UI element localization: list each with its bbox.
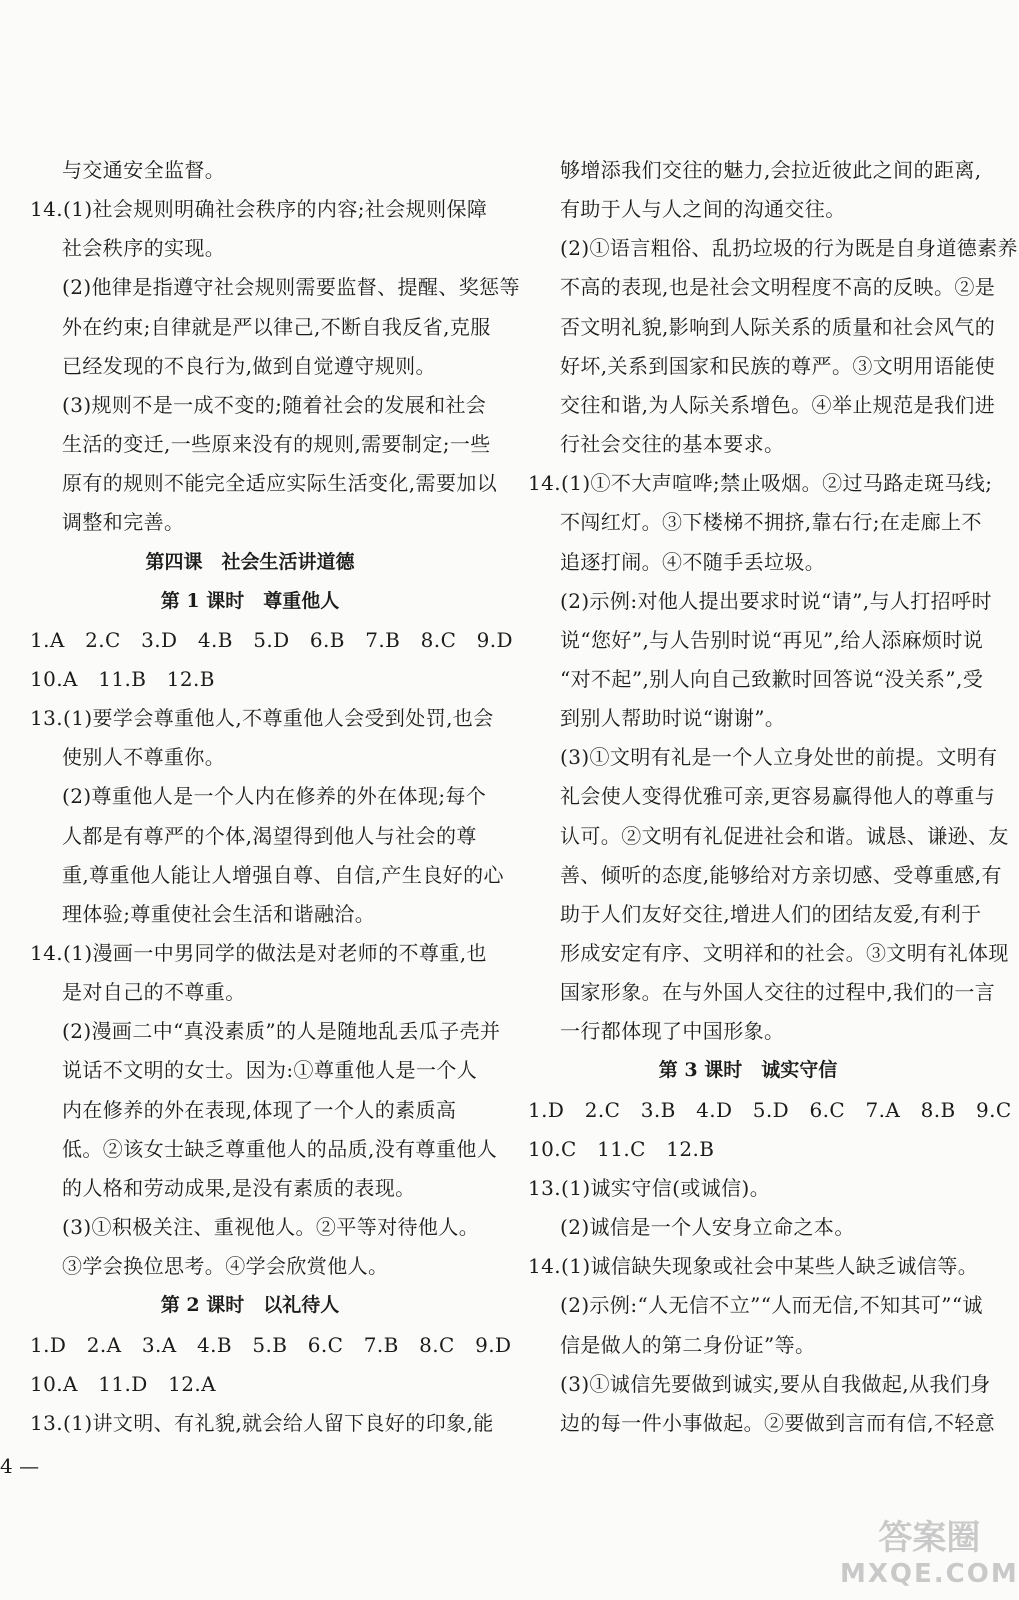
text-line: 14.(1)社会规则明确社会秩序的内容;社会规则保障 bbox=[30, 197, 488, 222]
text-line: 14.(1)漫画一中男同学的做法是对老师的不尊重,也 bbox=[30, 941, 487, 965]
text-line: 交往和谐,为人际关系增色。④举止规范是我们进 bbox=[560, 392, 996, 417]
text-line: 13.(1)诚实守信(或诚信)。 bbox=[528, 1175, 771, 1200]
text-line: (2)示例:对他人提出要求时说“请”,与人打招呼时 bbox=[560, 588, 992, 613]
text-line: 外在约束;自律就是严以律己,不断自我反省,克服 bbox=[62, 314, 491, 339]
text-line: 调整和完善。 bbox=[62, 510, 185, 535]
text-line: 使别人不尊重你。 bbox=[62, 745, 226, 770]
text-line: 不高的表现,也是社会文明程度不高的反映。②是 bbox=[560, 275, 996, 300]
text-line: 低。②该女士缺乏尊重他人的品质,没有尊重他人 bbox=[62, 1136, 498, 1161]
text-line: (3)①文明有礼是一个人立身处世的前提。文明有 bbox=[560, 745, 998, 770]
text-line: 原有的规则不能完全适应实际生活变化,需要加以 bbox=[62, 471, 498, 496]
section-heading: 第四课 社会生活讲道德 bbox=[145, 550, 355, 573]
text-line: 否文明礼貌,影响到人际关系的质量和社会风气的 bbox=[560, 314, 996, 339]
text-line: “对不起”,别人向自己致歉时回答说“没关系”,受 bbox=[560, 666, 984, 691]
text-line: 是对自己的不尊重。 bbox=[62, 980, 246, 1005]
text-line: 内在修养的外在表现,体现了一个人的素质高 bbox=[62, 1097, 457, 1122]
text-line: (2)①语言粗俗、乱扔垃圾的行为既是自身道德素养 bbox=[560, 236, 1018, 261]
text-line: 追逐打闹。④不随手丢垃圾。 bbox=[560, 549, 826, 574]
text-line: 1.A 2.C 3.D 4.B 5.D 6.B 7.B 8.C 9.D bbox=[30, 627, 513, 652]
text-line: 好坏,关系到国家和民族的尊严。③文明用语能使 bbox=[560, 353, 996, 378]
text-line: 已经发现的不良行为,做到自觉遵守规则。 bbox=[62, 353, 436, 378]
text-line: 与交通安全监督。 bbox=[62, 158, 226, 182]
text-line: (3)规则不是一成不变的;随着社会的发展和社会 bbox=[62, 392, 487, 417]
text-line: 13.(1)要学会尊重他人,不尊重他人会受到处罚,也会 bbox=[30, 706, 494, 731]
text-line: 的人格和劳动成果,是没有素质的表现。 bbox=[62, 1175, 416, 1200]
text-line: (3)①积极关注、重视他人。②平等对待他人。 bbox=[62, 1215, 480, 1240]
page-number: 4 — bbox=[0, 1454, 40, 1478]
watermark-domain: MXQE.COM bbox=[840, 1559, 1019, 1589]
text-line: 13.(1)讲文明、有礼貌,就会给人留下良好的印象,能 bbox=[30, 1410, 494, 1435]
text-line: 10.A 11.D 12.A bbox=[30, 1371, 216, 1396]
text-line: 到别人帮助时说“谢谢”。 bbox=[560, 706, 786, 731]
watermark-logo bbox=[840, 1520, 1019, 1592]
text-line: 信是做人的第二身份证”等。 bbox=[560, 1332, 816, 1357]
text-line: 10.A 11.B 12.B bbox=[30, 666, 215, 691]
text-line: 14.(1)①不大声喧哗;禁止吸烟。②过马路走斑马线; bbox=[528, 471, 993, 496]
text-line: 10.C 11.C 12.B bbox=[528, 1136, 715, 1161]
text-line: 认可。②文明有礼促进社会和谐。诚恳、谦逊、友 bbox=[560, 823, 1009, 848]
text-line: 说话不文明的女士。因为:①尊重他人是一个人 bbox=[62, 1058, 478, 1083]
text-line: 理体验;尊重使社会生活和谐融洽。 bbox=[62, 901, 376, 926]
text-line: (2)诚信是一个人安身立命之本。 bbox=[560, 1215, 855, 1240]
section-heading: 第 3 课时 诚实守信 bbox=[658, 1059, 838, 1082]
text-line: 1.D 2.A 3.A 4.B 5.B 6.C 7.B 8.C 9.D bbox=[30, 1332, 512, 1357]
text-line: 助于人们友好交往,增进人们的团结友爱,有利于 bbox=[560, 901, 982, 926]
text-line: 不闯红灯。③下楼梯不拥挤,靠右行;在走廊上不 bbox=[560, 510, 982, 535]
text-line: 够增添我们交往的魅力,会拉近彼此之间的距离, bbox=[560, 158, 982, 182]
text-line: 礼会使人变得优雅可亲,更容易赢得他人的尊重与 bbox=[560, 784, 996, 809]
text-line: (3)①诚信先要做到诚实,要从自我做起,从我们身 bbox=[560, 1371, 991, 1396]
text-line: 1.D 2.C 3.B 4.D 5.D 6.C 7.A 8.B 9.C bbox=[528, 1097, 1012, 1122]
text-line: 善、倾听的态度,能够给对方亲切感、受尊重感,有 bbox=[560, 862, 1002, 887]
text-line: 有助于人与人之间的沟通交往。 bbox=[560, 197, 846, 222]
text-line: 生活的变迁,一些原来没有的规则,需要制定;一些 bbox=[62, 432, 491, 457]
text-line: 社会秩序的实现。 bbox=[62, 236, 226, 261]
text-line: 重,尊重他人能让人增强自尊、自信,产生良好的心 bbox=[62, 862, 504, 887]
text-line: 国家形象。在与外国人交往的过程中,我们的一言 bbox=[560, 980, 996, 1005]
text-line: 形成安定有序、文明祥和的社会。③文明有礼体现 bbox=[560, 941, 1009, 965]
text-line: ③学会换位思考。④学会欣赏他人。 bbox=[62, 1254, 389, 1279]
text-line: 行社会交往的基本要求。 bbox=[560, 432, 785, 457]
text-line: 14.(1)诚信缺失现象或社会中某些人缺乏诚信等。 bbox=[528, 1254, 979, 1279]
text-line: 说“您好”,与人告别时说“再见”,给人添麻烦时说 bbox=[560, 627, 984, 652]
text-line: 边的每一件小事做起。②要做到言而有信,不轻意 bbox=[560, 1410, 996, 1435]
text-line: (2)示例:“人无信不立”“人而无信,不知其可”“诚 bbox=[560, 1293, 983, 1318]
text-line: (2)他律是指遵守社会规则需要监督、提醒、奖惩等 bbox=[62, 275, 520, 300]
text-line: 人都是有尊严的个体,渴望得到他人与社会的尊 bbox=[62, 823, 477, 848]
section-heading: 第 1 课时 尊重他人 bbox=[160, 589, 340, 612]
section-heading: 第 2 课时 以礼待人 bbox=[160, 1294, 340, 1317]
text-line: (2)漫画二中“真没素质”的人是随地乱丢瓜子壳并 bbox=[62, 1019, 501, 1044]
text-line: (2)尊重他人是一个人内在修养的外在体现;每个 bbox=[62, 784, 487, 809]
text-line: 一行都体现了中国形象。 bbox=[560, 1019, 785, 1044]
watermark-text: 答案圈 bbox=[878, 1518, 981, 1558]
